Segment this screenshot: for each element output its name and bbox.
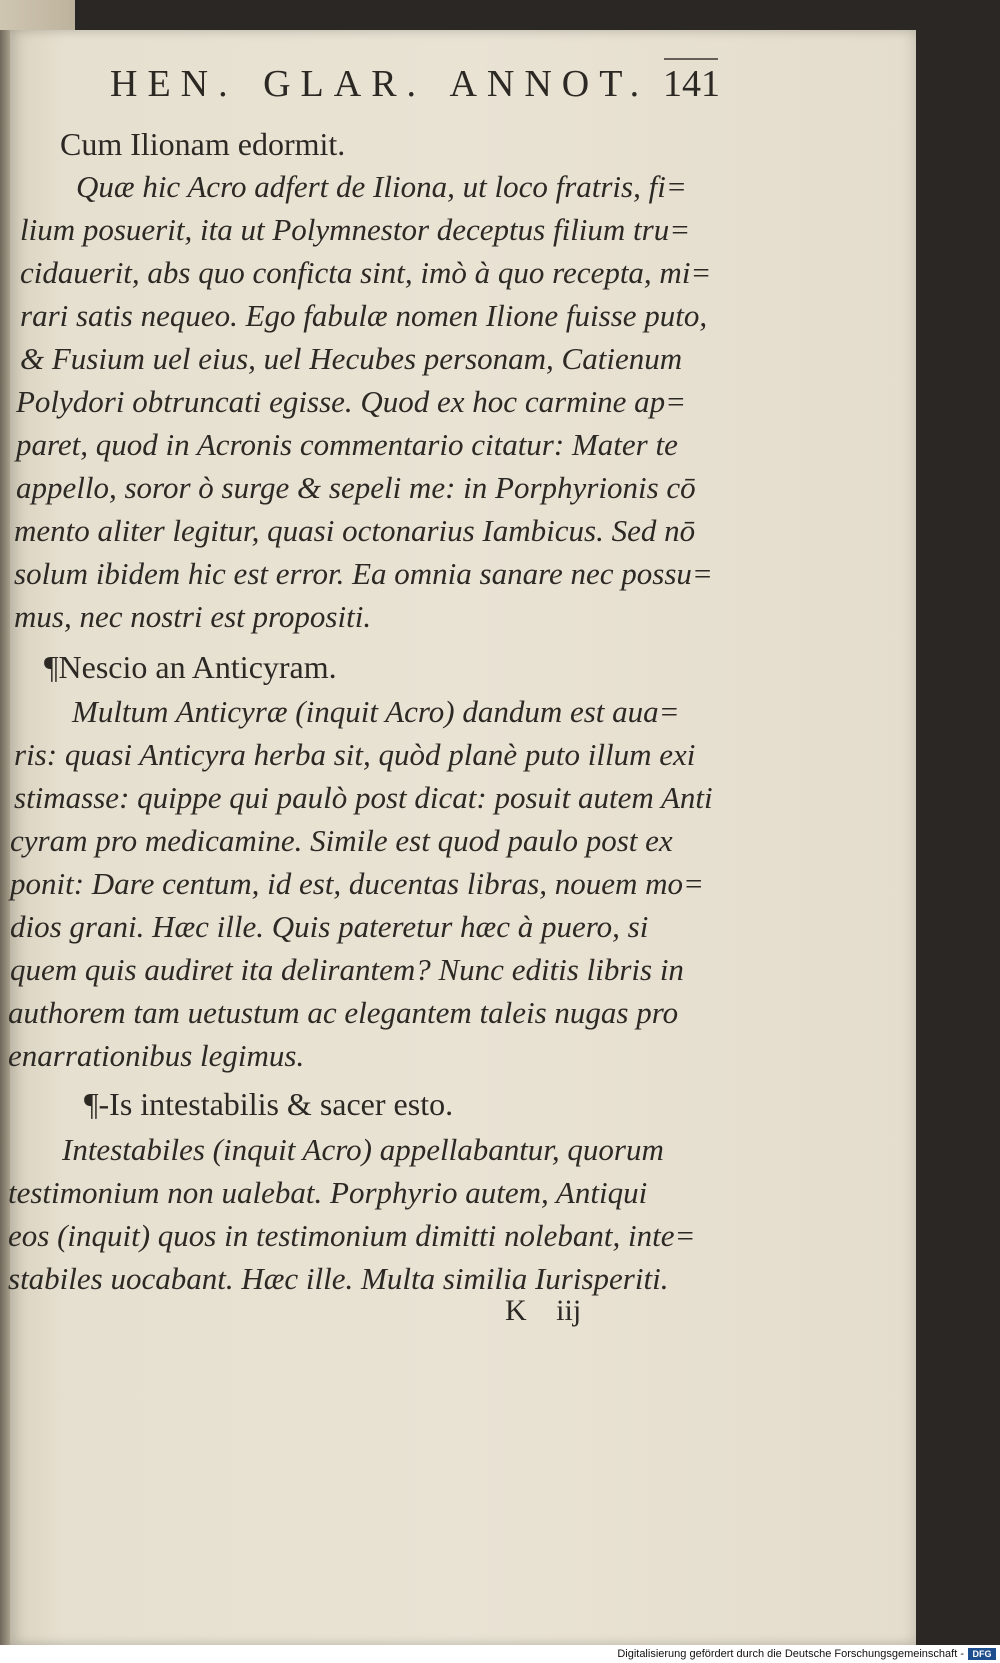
lemma-heading: Cum Ilionam edormit. <box>60 126 346 162</box>
paper-scrap <box>0 0 75 32</box>
text-line: enarrationibus legimus. <box>8 1038 305 1073</box>
text-line: quem quis audiret ita delirantem? Nunc editis libris in <box>10 952 684 987</box>
text-line: stimasse: quippe qui paulò post dicat: posuit autem Anti <box>14 780 713 815</box>
text-line: rari satis nequeo. Ego fabulæ nomen Ilione fuisse puto, <box>20 298 708 333</box>
text-line: dios grani. Hæc ille. Quis pateretur hæc à puero, si <box>10 909 649 944</box>
footer-credit: Digitalisierung gefördert durch die Deutsche Forschungsgemeinschaft - <box>617 1648 964 1660</box>
running-head-title: HEN. GLAR. ANNOT. <box>110 63 650 105</box>
signature-mark: K iij <box>505 1294 582 1327</box>
text-line: solum ibidem hic est error. Ea omnia sanare nec possu= <box>14 556 713 591</box>
text-line: eos (inquit) quos in testimonium dimitti nolebant, inte= <box>8 1218 696 1253</box>
text-line: & Fusium uel eius, uel Hecubes personam, Catienum <box>20 341 683 376</box>
text-line: Polydori obtruncati egisse. Quod ex hoc carmine ap= <box>16 384 687 419</box>
text-line: Multum Anticyræ (inquit Acro) dandum est aua= <box>72 694 680 729</box>
text-line: stabiles uocabant. Hæc ille. Multa similia Iurisperiti. <box>8 1261 669 1296</box>
text-line: paret, quod in Acronis commentario citatur: Mater te <box>16 427 678 462</box>
text-line: Quæ hic Acro adfert de Iliona, ut loco fratris, fi= <box>76 169 687 204</box>
text-line: cyram pro medicamine. Simile est quod paulo post ex <box>10 823 673 858</box>
text-line: cidauerit, abs quo conficta sint, imò à quo recepta, mi= <box>20 255 712 290</box>
text-line: Intestabiles (inquit Acro) appellabantur, quorum <box>62 1132 664 1167</box>
text-line: mus, nec nostri est propositi. <box>14 599 372 634</box>
page-number: 141 <box>663 63 720 105</box>
page-spine-edge <box>0 30 10 1645</box>
text-line: appello, soror ò surge & sepeli me: in Porphyrionis cō <box>16 470 696 505</box>
running-head <box>110 62 720 112</box>
footer-bar <box>0 1645 1000 1663</box>
text-line: ponit: Dare centum, id est, ducentas libras, nouem mo= <box>10 866 704 901</box>
text-line: authorem tam uetustum ac elegantem taleis nugas pro <box>8 995 679 1030</box>
page-number-rule <box>664 58 718 60</box>
text-line: mento aliter legitur, quasi octonarius Iambicus. Sed nō <box>14 513 696 548</box>
text-line: lium posuerit, ita ut Polymnestor deceptus filium tru= <box>20 212 691 247</box>
lemma-heading: ¶-Is intestabilis & sacer esto. <box>84 1086 454 1122</box>
text-line: testimonium non ualebat. Porphyrio autem, Antiqui <box>8 1175 648 1210</box>
text-line: ris: quasi Anticyra herba sit, quòd planè puto illum exi <box>14 737 696 772</box>
lemma-heading: ¶Nescio an Anticyram. <box>44 649 337 685</box>
dfg-logo: DFG <box>968 1648 996 1660</box>
